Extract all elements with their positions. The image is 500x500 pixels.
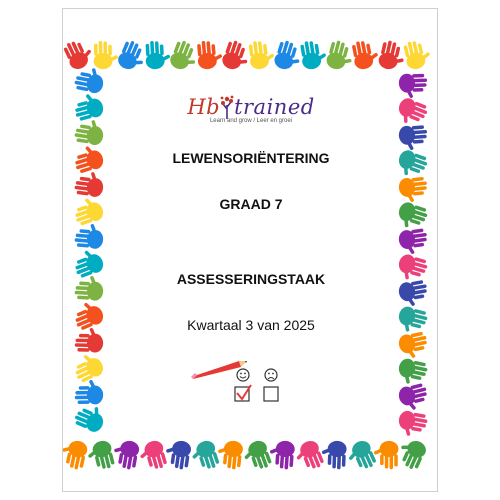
tree-icon <box>220 95 234 119</box>
handprint-icon <box>75 379 104 405</box>
handprint-icon <box>394 436 428 472</box>
handprint-icon <box>272 39 304 73</box>
frown-icon <box>265 369 277 381</box>
checked-checkbox-icon <box>235 385 251 401</box>
task-type-title: ASSESSERINGSTAAK <box>176 271 326 287</box>
logo-tagline: Learn and grow / Leer en groei <box>209 118 293 124</box>
handprint-icon <box>321 440 347 469</box>
handprint-icon <box>240 438 273 473</box>
grade-title: GRAAD 7 <box>219 196 283 212</box>
handprint-icon <box>70 350 106 385</box>
handprint-icon <box>168 38 202 73</box>
handprint-icon <box>63 36 96 72</box>
empty-checkbox-icon <box>264 387 278 401</box>
handprint-icon <box>93 41 119 70</box>
handprint-icon <box>72 400 108 434</box>
cover-page <box>62 8 438 492</box>
logo-wordmark <box>63 95 438 119</box>
handprint-icon <box>74 222 104 249</box>
handprint-icon <box>292 438 326 474</box>
handprint-icon <box>397 382 431 413</box>
handprint-icon <box>351 38 381 71</box>
handprint-icon <box>137 439 169 473</box>
handprint-icon <box>248 39 276 70</box>
handprint-icon <box>220 39 253 74</box>
handprint-icon <box>398 227 430 256</box>
handprint-icon <box>116 38 150 74</box>
handprint-icon <box>396 410 428 440</box>
logo-brand-first: Hb <box>187 95 221 119</box>
handprint-icon <box>398 124 428 151</box>
handprint-icon <box>85 439 116 473</box>
smiley-icon <box>237 369 249 381</box>
handprint-icon <box>196 40 223 70</box>
handprint-icon <box>73 65 106 95</box>
handprint-icon <box>63 438 89 471</box>
handprint-icon <box>373 441 398 469</box>
handprint-icon <box>402 38 433 71</box>
red-pencil-icon <box>191 361 247 379</box>
assessment-illustration <box>191 355 311 411</box>
handprint-icon <box>145 40 171 70</box>
subject-title: LEWENSORIËNTERING <box>172 150 330 166</box>
handprint-icon <box>396 357 429 387</box>
handprint-icon <box>163 439 192 471</box>
hbtrained-logo <box>63 95 438 124</box>
logo-brand-rest: trained <box>234 95 315 119</box>
handprint-icon <box>397 330 430 360</box>
handprints-border <box>63 9 438 492</box>
handprint-icon <box>74 170 105 198</box>
handprint-icon <box>325 39 357 73</box>
handprint-icon <box>299 39 328 71</box>
term-text: Kwartaal 3 van 2025 <box>187 317 315 333</box>
handprint-icon <box>377 39 408 72</box>
handprint-icon <box>344 438 378 474</box>
handprint-icon <box>111 438 141 470</box>
handprint-icon <box>188 439 221 474</box>
handprint-icon <box>268 440 295 470</box>
handprint-icon <box>216 439 244 470</box>
